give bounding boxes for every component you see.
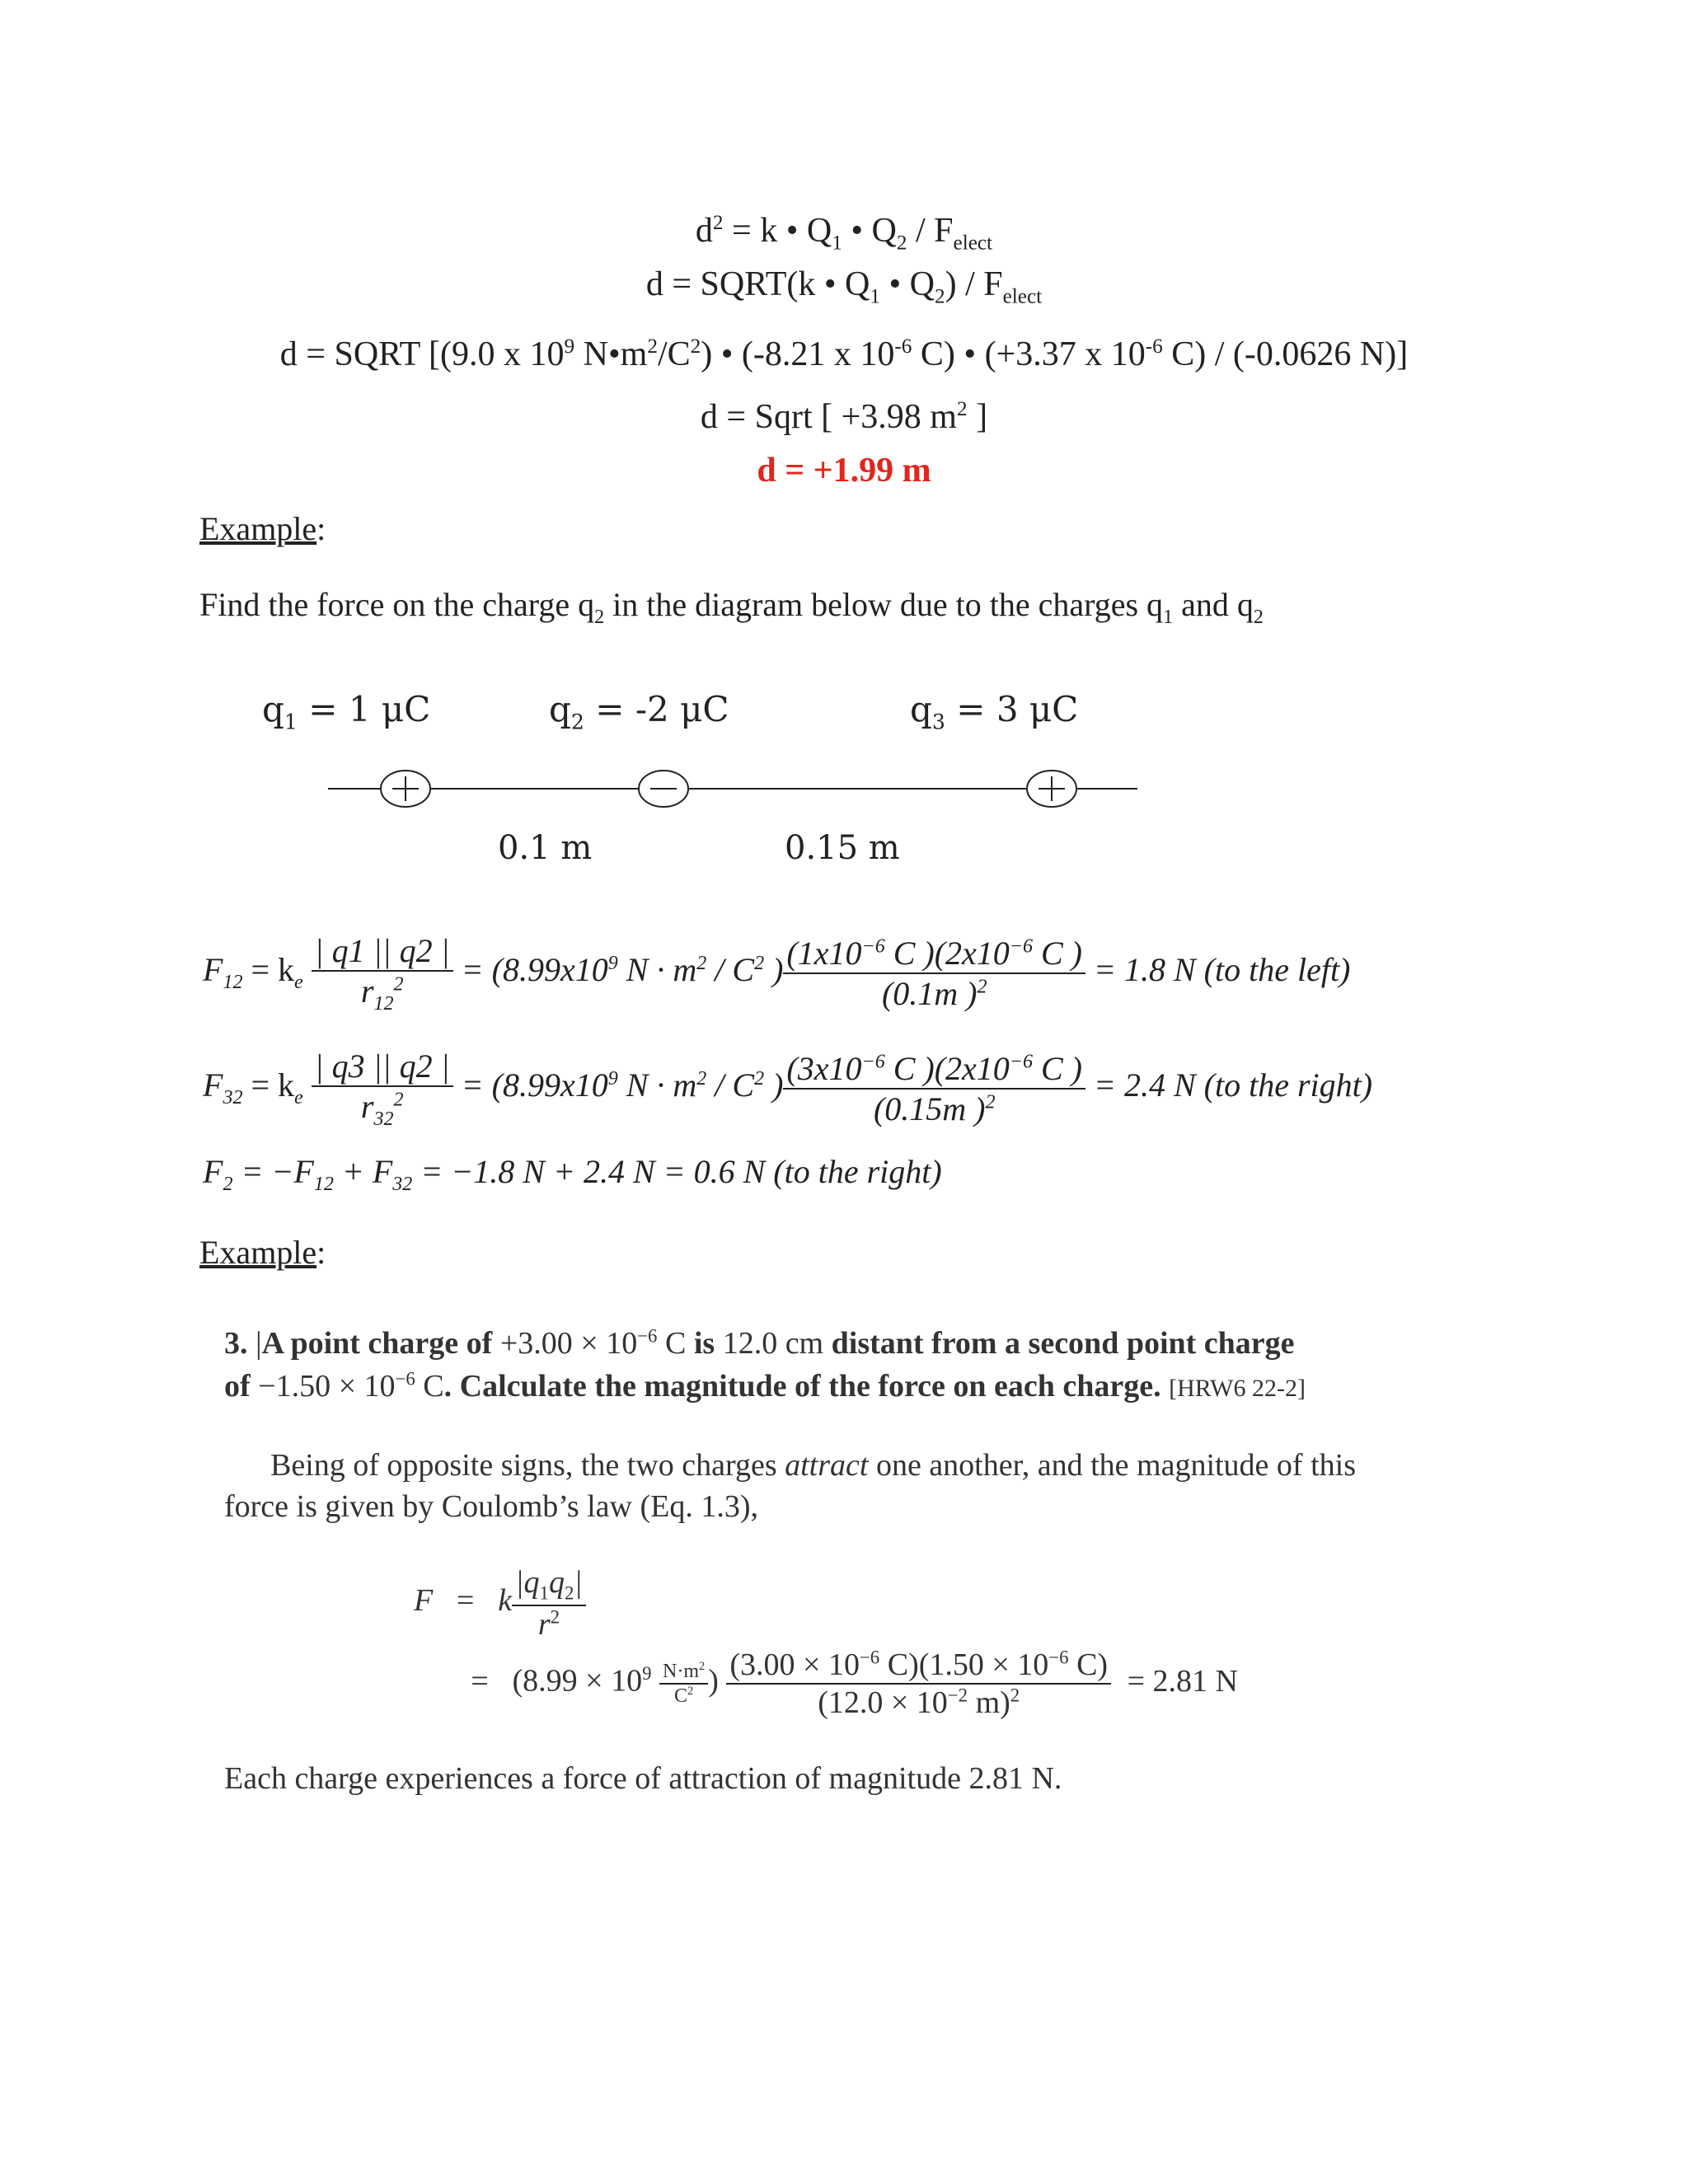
charge-diagram: [313, 758, 1154, 824]
text: = −F: [232, 1153, 314, 1190]
example-2-heading: [199, 1233, 326, 1272]
text: of: [224, 1369, 259, 1404]
denominator: [312, 1087, 453, 1131]
text: m): [968, 1685, 1010, 1720]
text: in the diagram below due to the charges q: [604, 586, 1164, 623]
text: is: [686, 1326, 723, 1361]
text: 2: [696, 952, 707, 974]
text: attract: [785, 1448, 869, 1483]
text: / C: [706, 951, 755, 989]
text: q: [262, 689, 284, 729]
text: (3.00 × 10: [729, 1647, 860, 1682]
text: = −1.8 N + 2.4 N = 0.6 N (to the right): [412, 1153, 942, 1190]
fraction: [512, 1564, 586, 1643]
text: d = Sqrt [ +3.98 m: [700, 398, 957, 436]
numerator: [659, 1660, 708, 1685]
text: elect: [1002, 285, 1043, 308]
text: q: [548, 1565, 565, 1600]
text: |: [574, 1565, 583, 1600]
colon: :: [316, 510, 326, 547]
denominator: [783, 974, 1085, 1013]
text: 2: [985, 1091, 996, 1113]
fraction: [783, 1049, 1085, 1128]
text: −6: [861, 1051, 885, 1073]
text: F: [203, 951, 223, 989]
text: 9: [607, 1067, 618, 1090]
numerator: | q1 || q2 |: [312, 931, 453, 972]
text: 1: [284, 710, 298, 734]
text: ]: [967, 398, 988, 436]
example-label: Example: [199, 510, 317, 547]
text: 2: [647, 335, 658, 358]
text: 2: [977, 976, 987, 998]
text: −2: [947, 1685, 968, 1706]
text: q: [910, 689, 932, 729]
text: =: [457, 1583, 475, 1619]
numerator: [726, 1647, 1111, 1685]
text: = k • Q: [723, 212, 832, 250]
text: −6: [1009, 935, 1033, 958]
fraction: [726, 1647, 1111, 1721]
fraction: [312, 931, 453, 1015]
charge-label-q1: [262, 689, 430, 733]
text: N•m: [574, 335, 648, 373]
text: C) / (-0.0626 N)]: [1162, 335, 1409, 373]
text: 9: [564, 335, 575, 358]
charge-label-q3: [910, 689, 1078, 733]
example-1-heading: [199, 509, 326, 548]
text: 2: [754, 952, 765, 974]
derivation-line-1: $d^2 = k$ • $Q_1$ • $Q_2 / F_{elect}$: [695, 212, 993, 255]
text: 12: [313, 1174, 334, 1195]
text: (12.0 × 10: [818, 1685, 948, 1720]
text: = 2.4 N (to the right): [1085, 1066, 1373, 1104]
derivation-line-2: d = SQRT(k • $Q_1$ • $Q_2) / F_{elect}$: [645, 265, 1043, 308]
solution-conclusion: Each charge experiences a force of attraction of magnitude 2.81 N.: [224, 1761, 1062, 1796]
text: −1.50 × 10: [258, 1369, 396, 1404]
text: elect: [953, 232, 993, 255]
coulomb-formula-line-1: [414, 1564, 586, 1643]
text: / C: [706, 1066, 755, 1104]
text: one another, and the magnitude of this: [868, 1448, 1356, 1483]
colon: :: [316, 1234, 326, 1271]
text: C: [415, 1369, 444, 1404]
coulomb-formula-line-2: [455, 1647, 1238, 1721]
solution-paragraph-line-2: force is given by Coulomb’s law (Eq. 1.3),: [224, 1489, 759, 1524]
text: (8.99 × 10: [512, 1663, 643, 1699]
text: = (8.99x10: [452, 1066, 608, 1104]
text: r: [360, 1088, 374, 1125]
text: 2: [956, 398, 968, 420]
text: d = SQRT(k • Q: [645, 265, 870, 303]
minus-charge-icon-q2: [639, 771, 688, 807]
text: 3.: [224, 1326, 256, 1361]
text: 9: [642, 1663, 652, 1685]
text: /C: [657, 335, 691, 373]
text: ): [764, 1066, 784, 1104]
text: 1: [1163, 607, 1174, 628]
text: −6: [637, 1325, 658, 1347]
charge-label-q2: [549, 689, 729, 733]
example-1-prompt: [199, 585, 1264, 629]
text: C) • (+3.37 x 10: [912, 335, 1146, 373]
derivation-line-4: [0, 389, 1688, 438]
denominator: [659, 1685, 708, 1708]
plus-charge-icon-q1: [381, 771, 430, 807]
text: 2: [690, 335, 701, 358]
text: N · m: [617, 951, 697, 989]
text: ): [708, 1663, 719, 1699]
text: ): [764, 951, 784, 989]
text: ) / F: [945, 265, 1003, 303]
text: = (8.99x10: [452, 951, 608, 989]
text: C)(1.50 × 10: [879, 1647, 1049, 1682]
text: e: [294, 972, 303, 994]
text: C ): [1032, 935, 1082, 972]
text: -6: [894, 335, 912, 358]
text: 32: [392, 1174, 413, 1195]
text: ) • (-8.21 x 10: [701, 335, 895, 373]
text: +3.00 × 10: [499, 1326, 638, 1361]
text: d = SQRT [(9.0 x 10: [279, 335, 565, 373]
text: 2: [570, 710, 584, 734]
text: C: [673, 1685, 687, 1707]
equation-f12: [203, 931, 1350, 1015]
denominator: [312, 972, 453, 1015]
text: 2: [393, 1089, 404, 1111]
text: = 3 μC: [945, 689, 1079, 729]
text: F: [203, 1066, 223, 1104]
text: / F: [907, 212, 954, 250]
text: A point charge of: [261, 1326, 500, 1361]
text: Being of opposite signs, the two charges: [270, 1448, 785, 1483]
text: q: [549, 689, 571, 729]
text: 3: [931, 710, 945, 734]
text: N · m: [617, 1066, 697, 1104]
equation-f2: [203, 1152, 942, 1196]
example-label: Example: [199, 1234, 317, 1271]
text: = k: [242, 951, 294, 989]
numerator: | q3 || q2 |: [312, 1047, 453, 1087]
denominator: [512, 1606, 586, 1643]
text: C )(2x10: [884, 935, 1010, 972]
problem-line-1: 3. |A point charge of $+3.00 \times 10^{-6}$ C is 12.0 cm distant from a second point charge: [224, 1325, 1295, 1361]
text: 12.0 cm: [722, 1326, 824, 1361]
text: 2: [754, 1067, 765, 1090]
text: (3x10: [786, 1050, 862, 1087]
text: 2: [393, 973, 404, 996]
text: 2: [699, 1660, 706, 1673]
problem-source-tag: [HRW6 22-2]: [1169, 1375, 1306, 1402]
text: |q: [515, 1565, 540, 1600]
text: 2: [564, 1582, 574, 1604]
plus-charge-icon-q3: [1027, 771, 1076, 807]
text: C): [1068, 1647, 1109, 1682]
derivation-result: d = +1.99 m: [757, 452, 931, 490]
distance-label-2: 0.15 m: [785, 829, 900, 867]
equation-f32: [203, 1047, 1372, 1131]
text: distant from a second point charge: [823, 1326, 1295, 1361]
text: • Q: [842, 212, 897, 250]
distance-label-1: 0.1 m: [498, 829, 593, 867]
text: • Q: [879, 265, 935, 303]
denominator: [726, 1685, 1111, 1721]
text: 2: [687, 1685, 694, 1698]
text: . Calculate the magnitude of the force on each charge.: [443, 1369, 1161, 1404]
text: (1x10: [786, 935, 862, 972]
text: e: [294, 1087, 303, 1109]
text: −6: [1048, 1647, 1069, 1668]
text: −6: [861, 935, 885, 958]
problem-line-2: [224, 1368, 1306, 1404]
text: d: [695, 212, 713, 250]
text: + F: [333, 1153, 393, 1190]
text: (0.1m ): [881, 975, 978, 1012]
text: r: [537, 1606, 551, 1642]
text: 12: [223, 972, 243, 994]
text: 1: [539, 1582, 549, 1604]
text: −6: [1009, 1051, 1033, 1073]
text: = -2 μC: [584, 689, 729, 729]
text: N·m: [663, 1661, 699, 1682]
unit-fraction: [659, 1660, 708, 1708]
text: C: [657, 1326, 687, 1361]
text: 2: [223, 1174, 233, 1195]
text: = 1.8 N (to the left): [1085, 951, 1351, 989]
text: 2: [696, 1067, 707, 1090]
text: 2: [1253, 607, 1264, 628]
text: Find the force on the charge q: [199, 586, 595, 623]
text: 2: [550, 1605, 560, 1627]
derivation-line-3: [0, 326, 1688, 375]
denominator: [783, 1090, 1085, 1128]
text: (0.15m ): [873, 1090, 986, 1127]
numerator: [783, 1049, 1085, 1090]
numerator: [783, 934, 1085, 974]
solution-paragraph-line-1: [270, 1447, 1356, 1483]
text: = k: [242, 1066, 294, 1104]
fraction: [312, 1047, 453, 1131]
text: 2: [1010, 1685, 1020, 1706]
text: -6: [1145, 335, 1163, 358]
text: C ): [1032, 1050, 1082, 1087]
fraction: [783, 934, 1085, 1013]
text: C )(2x10: [884, 1050, 1010, 1087]
text: 32: [373, 1108, 394, 1130]
text: = 2.81 N: [1127, 1663, 1238, 1699]
text: F: [414, 1583, 434, 1619]
text: = 1 μC: [297, 689, 431, 729]
numerator: [512, 1564, 586, 1606]
text: 12: [373, 993, 394, 1015]
text: −6: [395, 1368, 415, 1390]
text: k: [498, 1583, 513, 1619]
text: F: [203, 1153, 223, 1190]
text: r: [360, 972, 374, 1010]
text: 9: [607, 952, 618, 974]
text: =: [471, 1663, 489, 1699]
text: −6: [859, 1647, 880, 1668]
text: 2: [594, 607, 605, 628]
text: and q: [1173, 586, 1254, 623]
text: 32: [223, 1087, 243, 1109]
